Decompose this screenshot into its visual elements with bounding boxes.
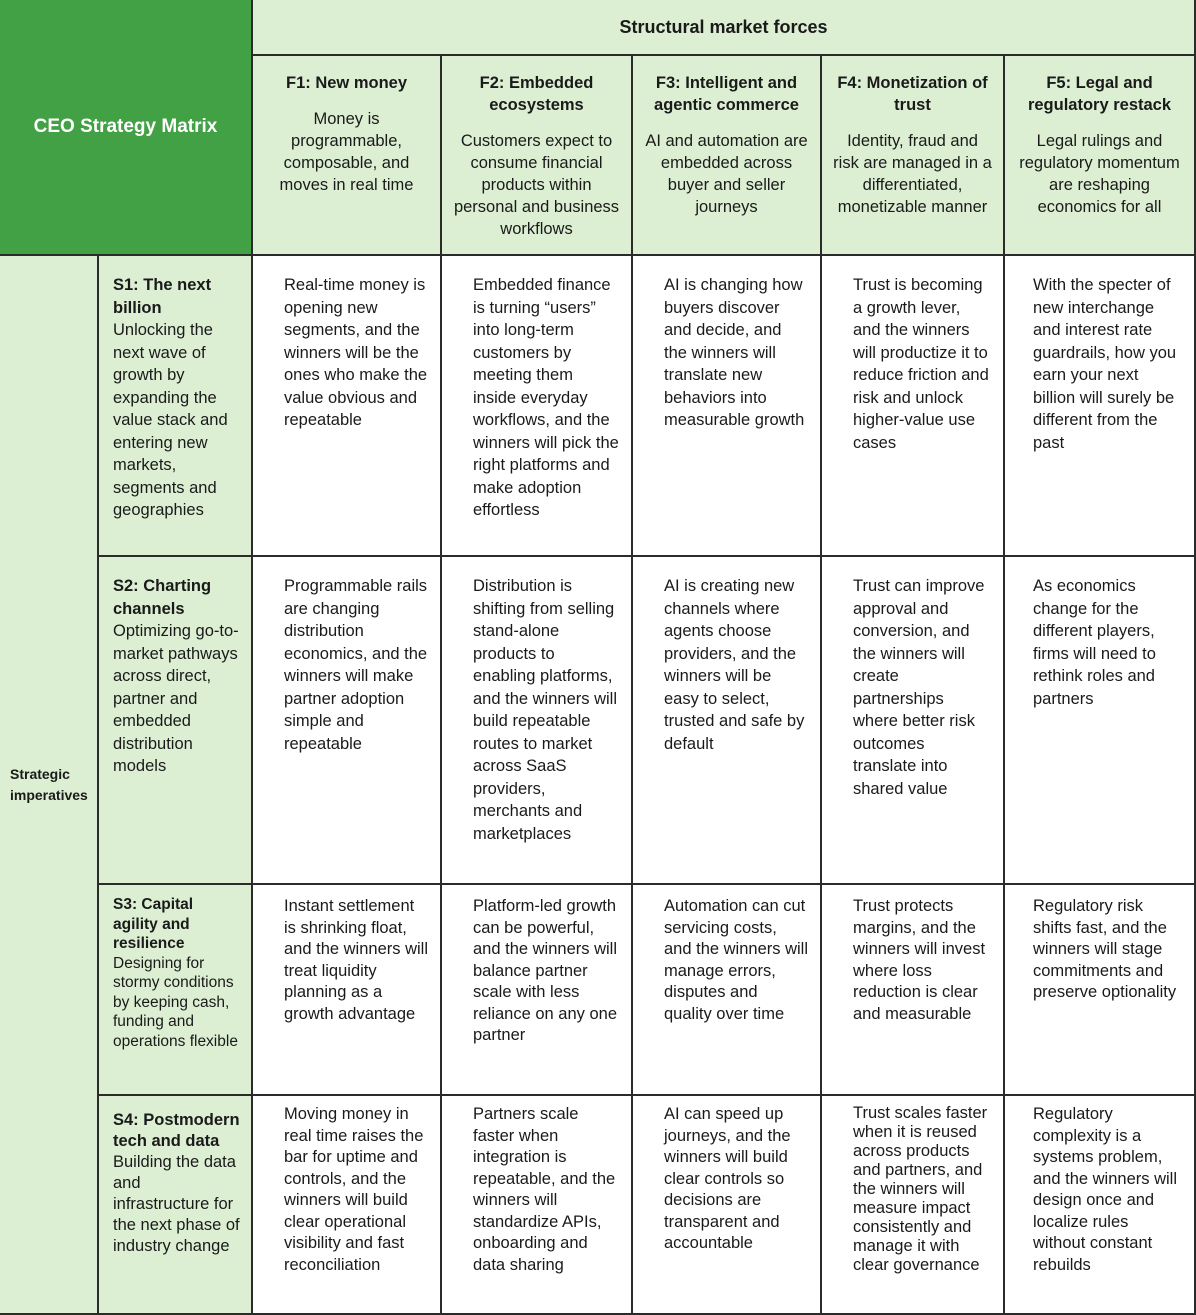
force-header-f1 [253,56,442,256]
matrix-cell-s3-f2: Platform-led growth can be powerful, and the winners will balance partner scale with less reliance on any one partner [442,885,633,1096]
row-title: S1: The next billion [113,276,212,317]
matrix-cell-s4-f4: Trust scales faster when it is reused across products and partners, and the winners will measure impact consistently and manage it with clear governance [822,1096,1005,1315]
matrix-cell-s3-f3: Automation can cut servicing costs, and the winners will manage errors, disputes and quality over time [633,885,822,1096]
force-title: F2: Embedded ecosystems [479,74,594,114]
matrix-cell-s3-f1: Instant settlement is shrinking float, and the winners will treat liquidity planning as a growth advantage [253,885,442,1096]
row-description: Building the data and infrastructure for the next phase of industry change [113,1153,240,1255]
matrix-cell-s4-f5: Regulatory complexity is a systems problem, and the winners will design once and localize rules without constant rebuilds [1005,1096,1196,1315]
row-header-s4 [99,1096,253,1315]
forces-header: Structural market forces [253,0,1196,56]
row-header-s2 [99,557,253,885]
matrix-cell-s1-f1: Real-time money is opening new segments, and the winners will be the ones who make the value obvious and repeatable [253,256,442,557]
force-header-f2 [442,56,633,256]
matrix-cell-s2-f3: AI is creating new channels where agents choose providers, and the winners will be easy to select, trusted and safe by default [633,557,822,885]
matrix-title: CEO Strategy Matrix [0,0,253,256]
force-header-f5 [1005,56,1196,256]
matrix-cell-s2-f4: Trust can improve approval and conversion, and the winners will create partnerships where better risk outcomes translate into shared value [822,557,1005,885]
matrix-cell-s4-f3: AI can speed up journeys, and the winners will build clear controls so decisions are transparent and accountable [633,1096,822,1315]
matrix-cell-s1-f2: Embedded finance is turning “users” into long-term customers by meeting them inside everyday workflows, and the winners will pick the right platforms and make adoption effortless [442,256,633,557]
matrix-cell-s2-f2: Distribution is shifting from selling stand-alone products to enabling platforms, and the winners will build repeatable routes to market across SaaS providers, merchants and marketplaces [442,557,633,885]
row-header-s3 [99,885,253,1096]
force-description: Identity, fraud and risk are managed in a differentiated, monetizable manner [833,132,992,216]
row-title: S4: Postmodern tech and data [113,1111,240,1150]
force-title: F1: New money [285,74,408,92]
matrix-cell-s3-f5: Regulatory risk shifts fast, and the winners will stage commitments and preserve optionality [1005,885,1196,1096]
imperatives-label: Strategic imperatives [0,256,99,1315]
matrix-cell-s1-f3: AI is changing how buyers discover and decide, and the winners will translate new behaviors into measurable growth [633,256,822,557]
matrix-cell-s3-f4: Trust protects margins, and the winners will invest where loss reduction is clear and measurable [822,885,1005,1096]
matrix-cell-s1-f5: With the specter of new interchange and interest rate guardrails, how you earn your next billion will surely be different from the past [1005,256,1196,557]
matrix-cell-s4-f1: Moving money in real time raises the bar for uptime and controls, and the winners will build clear operational visibility and fast reconciliation [253,1096,442,1315]
row-description: Unlocking the next wave of growth by expanding the value stack and entering new markets, segments and geographies [113,321,228,519]
force-description: Money is programmable, composable, and moves in real time [279,110,414,194]
matrix-cell-s4-f2: Partners scale faster when integration is repeatable, and the winners will standardize APIs, onboarding and data sharing [442,1096,633,1315]
matrix-cell-s1-f4: Trust is becoming a growth lever, and the winners will productize it to reduce friction and risk and unlock higher-value use cases [822,256,1005,557]
row-title: S3: Capital agility and resilience [113,896,194,952]
force-title: F4: Monetization of trust [837,74,988,114]
force-title: F3: Intelligent and agentic commerce [654,74,799,114]
force-header-f4 [822,56,1005,256]
force-title: F5: Legal and regulatory restack [1027,74,1172,114]
row-description: Optimizing go-to-market pathways across direct, partner and embedded distribution models [113,622,239,775]
row-description: Designing for stormy conditions by keeping cash, funding and operations flexible [113,954,238,1050]
force-header-f3 [633,56,822,256]
force-description: Customers expect to consume financial products within personal and business workflows [453,132,620,238]
matrix-cell-s2-f1: Programmable rails are changing distribution economics, and the winners will make partner adoption simple and repeatable [253,557,442,885]
matrix-cell-s2-f5: As economics change for the different players, firms will need to rethink roles and partners [1005,557,1196,885]
row-title: S2: Charting channels [113,577,212,618]
row-header-s1 [99,256,253,557]
force-description: AI and automation are embedded across buyer and seller journeys [645,132,808,216]
force-description: Legal rulings and regulatory momentum are reshaping economics for all [1019,132,1180,216]
